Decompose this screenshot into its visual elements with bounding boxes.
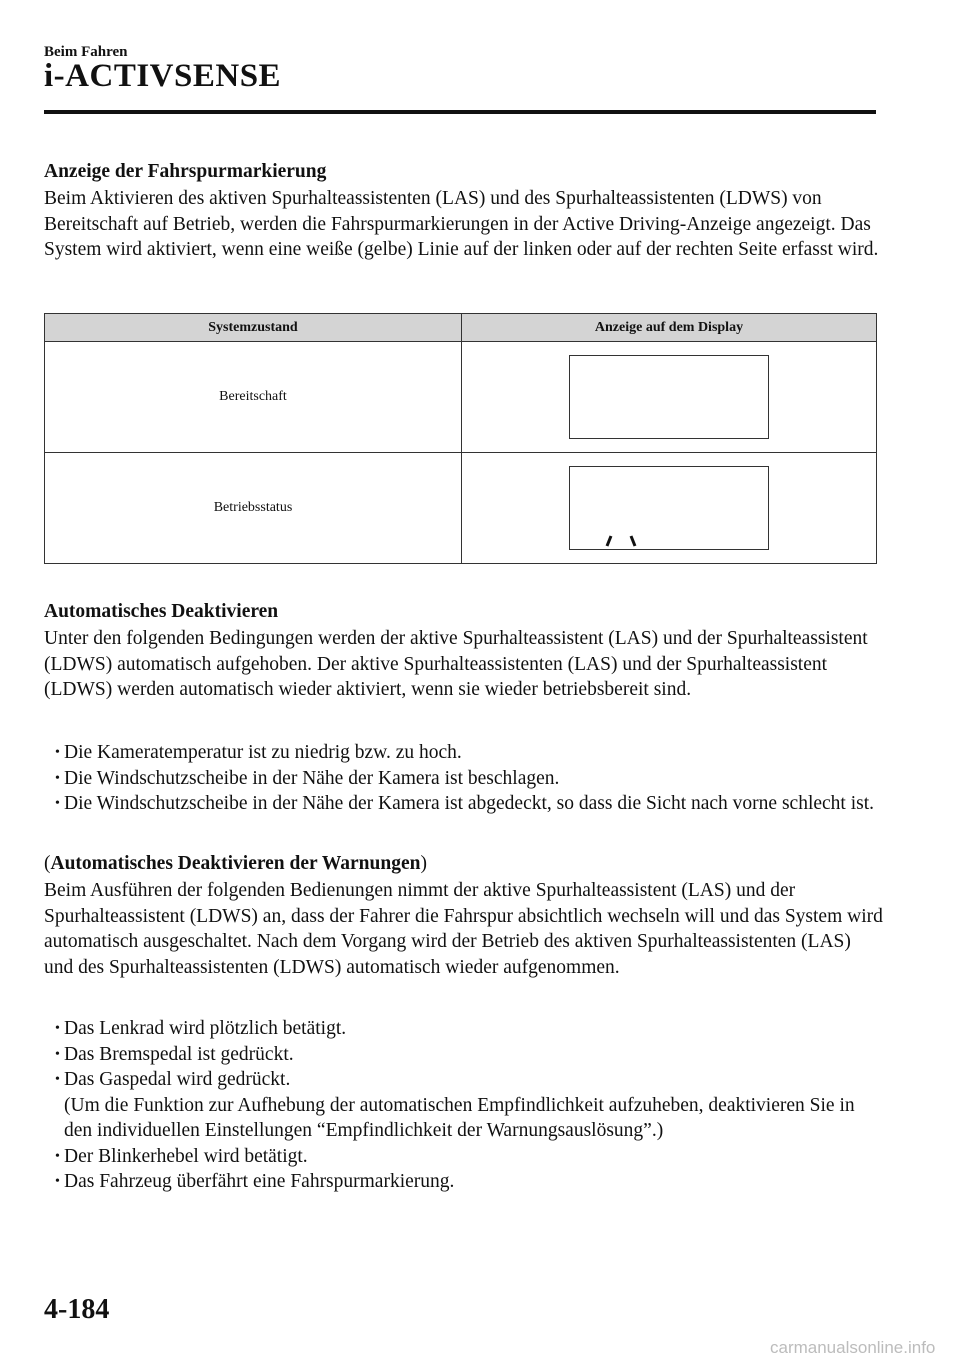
page-number: 4-184 [44,1294,110,1325]
blank-display-icon [569,355,769,439]
lane-marking-paragraph: Beim Aktivieren des aktiven Spurhalteassistenten (LAS) und des Spurhalteassistenten (LDWS) von Bereitschaft auf Betrieb, werden die Fahrspurmarkierungen in der Active Driving-Anzeige angezeigt. Das System wird aktiviert, wenn eine weiße (gelbe) Linie auf der linken oder auf der rechten Seite erfasst wird. [44,188,879,260]
list-item [44,1067,884,1144]
chapter-title: i-ACTIVSENSE [44,58,282,94]
list-item-text: Das Fahrzeug überfährt eine Fahrspurmarkierung. [64,1171,455,1192]
column-header-state: Systemzustand [45,314,462,342]
system-status-table [44,313,877,564]
auto-deactivation-heading: Automatisches Deaktivieren [44,601,279,622]
list-item [44,1144,884,1170]
warning-deactivation-conditions [44,1016,884,1195]
heading-paren-close: ) [420,853,427,874]
heading-paren-open: ( [44,853,51,874]
list-item-text: Die Windschutzscheibe in der Nähe der Kamera ist abgedeckt, so dass die Sicht nach vorne schlecht ist. [64,793,875,814]
warning-deactivation-heading [44,853,427,875]
section-label: Beim Fahren [44,44,128,60]
table-header-row [45,314,877,342]
right-lane-line [631,536,635,546]
list-item [44,740,884,766]
column-header-display: Anzeige auf dem Display [462,314,877,342]
list-item [44,766,884,792]
bullet-icon: • [55,770,60,786]
list-item-text: Das Gaspedal wird gedrückt. (Um die Funktion zur Aufhebung der automatischen Empfindlichkeit aufzuheben, deaktivieren Sie in den individuellen Einstellungen “Empfindlichkeit der Warnungsauslösung”.) [64,1069,855,1141]
bullet-icon: • [55,1148,60,1164]
bullet-icon: • [55,745,60,760]
auto-deactivation-conditions [44,740,884,817]
auto-deactivation-paragraph: Unter den folgenden Bedingungen werden der aktive Spurhalteassistent (LAS) und der Spurhalteassistent (LDWS) automatisch aufgehoben. Der aktive Spurhalteassistenten (LAS) und der Spurhalteassistent (LDWS) werden automatisch wieder aktiviert, wenn sie wieder betriebsbereit sind. [44,628,868,700]
list-item-text: Der Blinkerhebel wird betätigt. [64,1145,308,1167]
display-cell-standby [462,342,877,453]
bullet-icon: • [55,796,60,811]
bullet-icon: • [55,1046,60,1062]
bullet-icon: • [55,1174,60,1189]
table-row [45,342,877,453]
list-item-text: Das Bremspedal ist gedrückt. [64,1043,294,1065]
warning-deactivation-paragraph: Beim Ausführen der folgenden Bedienungen nimmt der aktive Spurhalteassistent (LAS) und der Spurhalteassistent (LDWS) an, dass der Fahrer die Fahrspur absichtlich wechseln will und das System wird automatisch ausgeschaltet. Nach dem Vorgang wird der Betrieb des aktiven Spurhalteassistenten (LAS) und des Spurhalteassistenten (LDWS) automatisch wieder aufgenommen. [44,880,883,978]
lane-markings-icon [570,467,768,549]
list-item [44,791,884,817]
state-cell-standby: Bereitschaft [45,342,462,453]
warning-deactivation-title: Automatisches Deaktivieren der Warnungen [50,853,421,874]
state-cell-operating: Betriebsstatus [45,453,462,564]
bullet-icon: • [55,1021,60,1036]
bullet-icon: • [55,1072,60,1087]
left-lane-line [607,536,611,546]
list-item [44,1169,884,1195]
lane-marking-heading: Anzeige der Fahrspurmarkierung [44,161,327,182]
watermark-text: carmanualsonline.info [770,1338,936,1357]
lane-markings-display-icon [569,466,769,550]
display-cell-operating [462,453,877,564]
list-item-text: Das Lenkrad wird plötzlich betätigt. [64,1018,347,1039]
list-item [44,1042,884,1068]
table-row [45,453,877,564]
header-rule [44,110,876,114]
list-item [44,1016,884,1042]
list-item-text: Die Windschutzscheibe in der Nähe der Kamera ist beschlagen. [64,767,560,789]
list-item-text: Die Kameratemperatur ist zu niedrig bzw. zu hoch. [64,742,462,763]
